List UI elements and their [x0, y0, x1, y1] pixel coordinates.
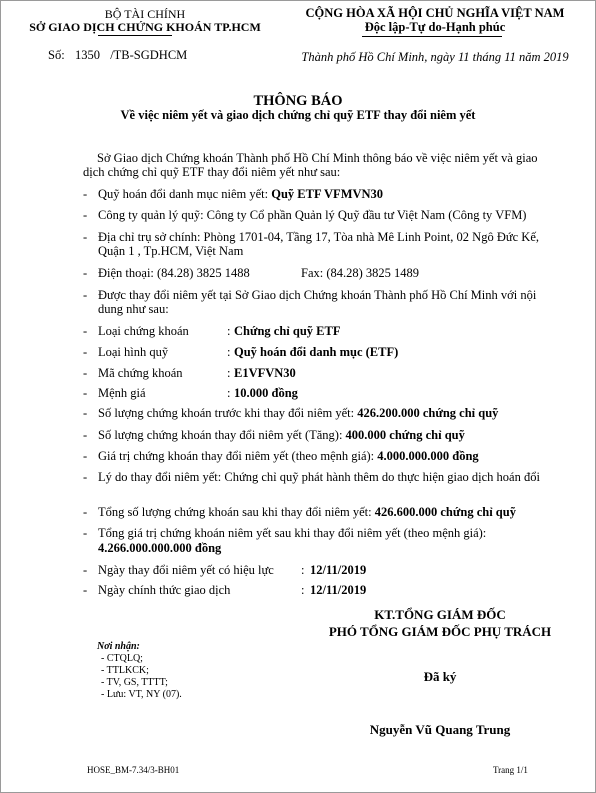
after-value: 426.600.000 chứng chỉ quỹ — [374, 505, 516, 519]
detail-label: Loại hình quỹ — [98, 345, 169, 359]
address-line: Địa chỉ trụ sở chính: Phòng 1701-04, Tầng 17, Tòa nhà Mê Linh Point, 02 Ngô Đức Kế, Quận 1 , Tp.HCM, Việt Nam — [98, 230, 539, 258]
bullet-dash: - — [83, 428, 88, 442]
total-par-label: Tổng giá trị chứng khoán niêm yết sau khi thay đổi niêm yết (theo mệnh giá): — [98, 526, 487, 540]
before-line — [98, 406, 498, 420]
colon: : — [301, 583, 305, 597]
bullet-dash: - — [83, 386, 88, 400]
change-label: Số lượng chứng khoán thay đổi niêm yết (Tăng): — [98, 428, 343, 442]
colon: : — [227, 386, 231, 400]
detail-value: Quỹ hoán đổi danh mục (ETF) — [234, 345, 399, 359]
bullet-dash: - — [83, 288, 88, 302]
change-line — [98, 428, 465, 442]
colon: : — [227, 366, 231, 380]
bullet-dash: - — [83, 187, 88, 201]
change-value: 400.000 chứng chỉ quỹ — [345, 428, 465, 442]
signed-mark: Đã ký — [423, 669, 457, 684]
page-subtitle: Về việc niêm yết và giao dịch chứng chỉ quỹ ETF thay đổi niêm yết — [120, 108, 476, 122]
bullet-dash: - — [83, 208, 88, 222]
bullet-dash: - — [83, 526, 88, 540]
country-name: CỘNG HÒA XÃ HỘI CHỦ NGHĨA VIỆT NAM — [305, 6, 565, 20]
recipients-title: Nơi nhận: — [97, 641, 140, 652]
bullet-dash: - — [83, 230, 88, 244]
detail-label: Mã chứng khoán — [98, 366, 183, 380]
bullet-dash: - — [83, 470, 88, 484]
bullet-dash: - — [83, 324, 88, 338]
phone-line: Điện thoại: (84.28) 3825 1488 — [98, 266, 250, 280]
ministry-name: BỘ TÀI CHÍNH — [104, 7, 186, 21]
fund-line — [98, 187, 383, 201]
change-par-value: 4.000.000.000 đồng — [377, 449, 479, 463]
reason-line: Lý do thay đổi niêm yết: Chứng chỉ quỹ phát hành thêm do thực hiện giao dịch hoán đổi — [98, 470, 540, 484]
signature-title-2: PHÓ TỔNG GIÁM ĐỐC PHỤ TRÁCH — [328, 624, 552, 639]
bullet-dash: - — [83, 449, 88, 463]
doc-no-label: Số: — [48, 48, 65, 62]
before-value: 426.200.000 chứng chỉ quỹ — [357, 406, 499, 420]
after-label: Tổng số lượng chứng khoán sau khi thay đổi niêm yết: — [98, 505, 372, 519]
intro-paragraph: Sở Giao dịch Chứng khoán Thành phố Hồ Chí Minh thông báo về việc niêm yết và giao dịch chứng chỉ quỹ ETF thay đổi niêm yết như sau: — [83, 151, 538, 179]
detail-value: E1VFVN30 — [234, 366, 296, 380]
footer-code: HOSE_BM-7.34/3-BH01 — [87, 765, 180, 775]
signature-title-1: KT.TỔNG GIÁM ĐỐC — [374, 607, 506, 622]
recipient-item: - CTQLQ; — [101, 653, 143, 664]
organization-name: SỞ GIAO DỊCH CHỨNG KHOÁN TP.HCM — [29, 20, 261, 34]
trading-label: Ngày chính thức giao dịch — [98, 583, 231, 597]
header-left — [10, 8, 280, 34]
recipient-item: - Lưu: VT, NY (07). — [101, 689, 182, 700]
fund-name: Quỹ ETF VFMVN30 — [271, 187, 384, 201]
trading-value: 12/11/2019 — [310, 583, 367, 597]
motto: Độc lập-Tự do-Hạnh phúc — [364, 20, 506, 34]
after-line — [98, 505, 516, 519]
bullet-dash: - — [83, 406, 88, 420]
effective-value: 12/11/2019 — [310, 563, 367, 577]
page-title: THÔNG BÁO — [253, 93, 343, 109]
detail-value: Chứng chỉ quỹ ETF — [234, 324, 341, 338]
bullet-dash: - — [83, 266, 88, 280]
detail-value: 10.000 đồng — [234, 386, 298, 400]
effective-label: Ngày thay đổi niêm yết có hiệu lực — [98, 563, 274, 577]
fax-line: Fax: (84.28) 3825 1489 — [301, 266, 420, 280]
listing-intro: Được thay đổi niêm yết tại Sở Giao dịch Chứng khoán Thành phố Hồ Chí Minh với nội dung như sau: — [98, 288, 537, 316]
colon: : — [301, 563, 305, 577]
recipient-item: - TV, GS, TTTT; — [101, 677, 168, 688]
before-label: Số lượng chứng khoán trước khi thay đổi niêm yết: — [98, 406, 355, 420]
header-right-underline — [362, 36, 502, 37]
bullet-dash: - — [83, 345, 88, 359]
detail-label: Loại chứng khoán — [98, 324, 189, 338]
colon: : — [227, 324, 231, 338]
page-number: Trang 1/1 — [493, 765, 528, 775]
fund-label: Quỹ hoán đổi danh mục niêm yết: — [98, 187, 269, 201]
place-date: Thành phố Hồ Chí Minh, ngày 11 tháng 11 năm 2019 — [301, 50, 569, 64]
header-left-underline — [98, 35, 172, 36]
bullet-dash: - — [83, 583, 88, 597]
bullet-dash: - — [83, 505, 88, 519]
bullet-dash: - — [83, 366, 88, 380]
manager-line: Công ty quản lý quỹ: Công ty Cổ phần Quản lý Quỹ đầu tư Việt Nam (Công ty VFM) — [98, 208, 527, 222]
total-par-value: 4.266.000.000.000 đồng — [98, 541, 222, 555]
change-par-label: Giá trị chứng khoán thay đổi niêm yết (theo mệnh giá): — [98, 449, 375, 463]
change-par-line — [98, 449, 479, 463]
bullet-dash: - — [83, 563, 88, 577]
recipient-item: - TTLKCK; — [101, 665, 149, 676]
signer-name: Nguyễn Vũ Quang Trung — [369, 722, 511, 737]
header-right — [285, 6, 585, 34]
doc-code: /TB-SGDHCM — [110, 48, 188, 62]
detail-label: Mệnh giá — [98, 386, 146, 400]
colon: : — [227, 345, 231, 359]
document-number — [48, 48, 187, 63]
doc-no: 1350 — [74, 48, 100, 62]
